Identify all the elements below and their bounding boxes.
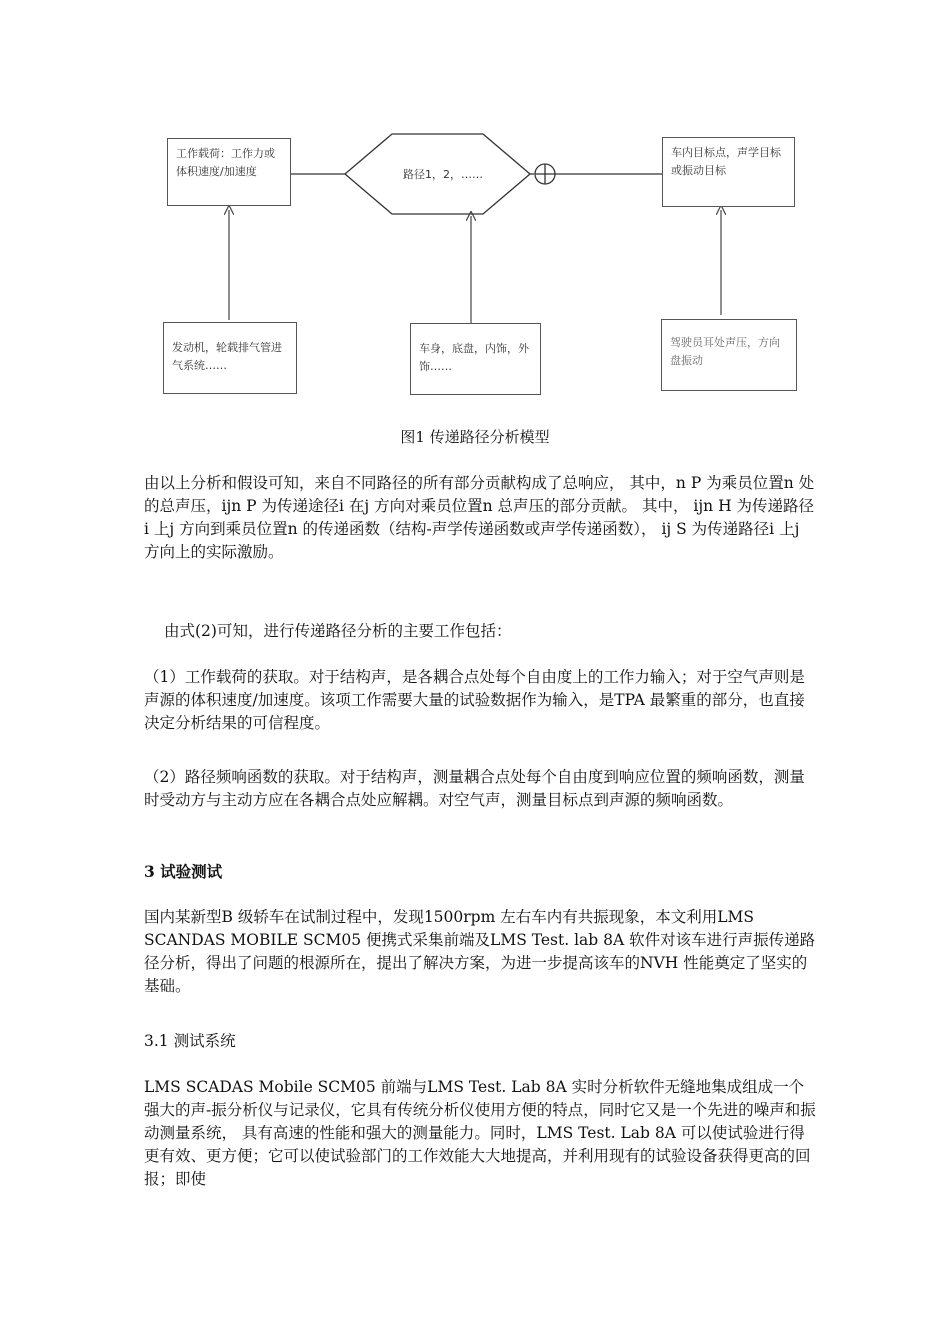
paragraph-3-text: （1）工作载荷的获取。对于结构声，是各耦合点处每个自由度上的工作力输入；对于空气声则是声源的体积速度/加速度。该项工作需要大量的试验数据作为输入，是TPA 最繁重的部分，也直接决定分析结果的可信程度。: [144, 668, 805, 732]
paragraph-2: [144, 620, 816, 643]
structure-box: [410, 323, 541, 395]
paragraph-4-text: （2）路径频响函数的获取。对于结构声，测量耦合点处每个自由度到响应位置的频响函数，测量时受动方与主动方应在各耦合点处应解耦。对空气声，测量目标点到声源的频响函数。: [144, 768, 805, 809]
receiver-box-text: 驾驶员耳处声压，方向盘振动: [670, 336, 780, 367]
paragraph-5: [144, 906, 816, 998]
receiver-box: [661, 319, 797, 391]
paragraph-6: [144, 1076, 816, 1191]
path-label-text: 路径1，2，……: [403, 168, 483, 181]
paragraph-6-text: LMS SCADAS Mobile SCM05 前端与LMS Test. Lab 8A 实时分析软件无缝地集成组成一个强大的声-振分析仪与记录仪，它具有传统分析仪使用方便的特点，同时它又是一个先进的噪声和振动测量系统， 具有高速的性能和强大的测量能力。同时，LMS Test. Lab 8A 可以使试验进行得更有效、更方便；它可以使试验部门的工作效能大大地提高，并利用现有的试验设备获得更高的回报；即使: [144, 1078, 816, 1188]
load-box-text: 工作载荷：工作力或体积速度/加速度: [176, 147, 275, 178]
target-box: [662, 137, 795, 207]
section-heading-3-text: 3 试验测试: [144, 862, 223, 881]
source-box: [163, 322, 297, 394]
target-box-text: 车内目标点，声学目标或振动目标: [671, 146, 781, 177]
paragraph-3: [144, 666, 816, 735]
paragraph-1: [144, 472, 816, 564]
load-box: [167, 138, 291, 206]
figure-caption: 图1 传递路径分析模型: [400, 428, 550, 446]
paragraph-5-text: 国内某新型B 级轿车在试制过程中，发现1500rpm 左右车内有共振现象，本文利用LMS SCANDAS MOBILE SCM05 便携式采集前端及LMS Test. lab 8A 软件对该车进行声振传递路径分析，得出了问题的根源所在，提出了解决方案，为进一步提高该车的NVH 性能奠定了坚实的基础。: [144, 908, 816, 995]
paragraph-4: [144, 766, 816, 812]
source-box-text: 发动机，轮载排气管进气系统……: [172, 341, 282, 372]
structure-box-text: 车身，底盘，内饰，外饰……: [419, 342, 529, 373]
section-heading-3: [144, 860, 816, 883]
tpa-model-figure: [0, 0, 950, 420]
section-heading-3-1: [144, 1030, 816, 1053]
paragraph-1-text: 由以上分析和假设可知，来自不同路径的所有部分贡献构成了总响应， 其中，n P 为乘员位置n 处的总声压，ijn P 为传递途径i 在j 方向对乘员位置n 总声压的部分贡献。 其中， ijn H 为传递路径i 上j 方向到乘员位置n 的传递函数（结构-声学传递函数或声学传递函数）， ij S 为传递路径i 上j 方向上的实际激励。: [144, 474, 815, 561]
section-heading-3-1-text: 3.1 测试系统: [144, 1032, 236, 1050]
path-label: [403, 166, 483, 182]
paragraph-2-text: 由式(2)可知，进行传递路径分析的主要工作包括：: [164, 622, 512, 640]
